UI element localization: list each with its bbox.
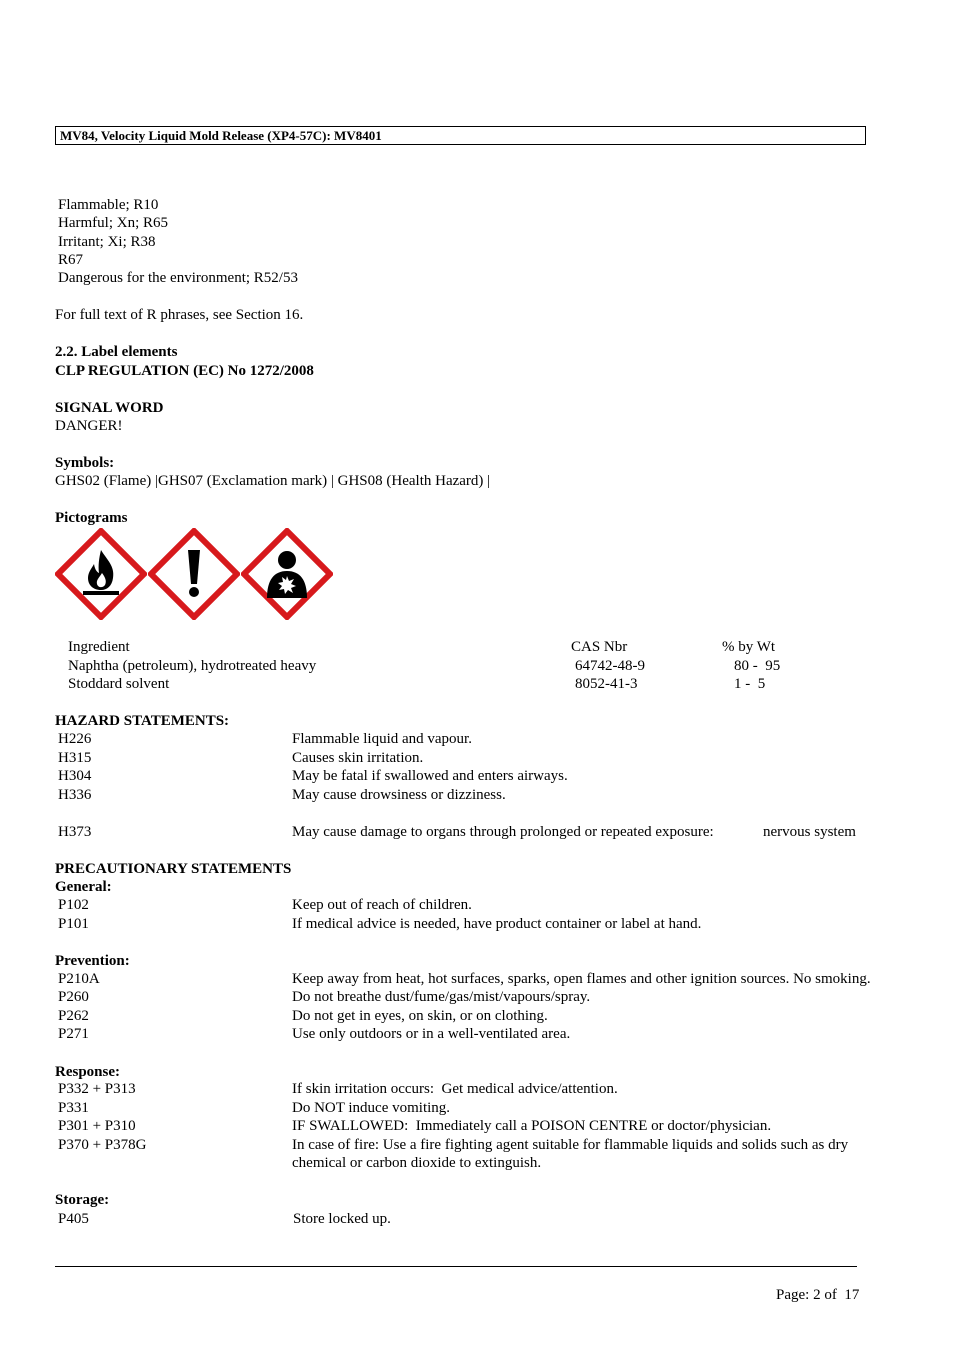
precaution-code: P332 + P313 [58, 1081, 136, 1097]
precaution-code: P101 [58, 916, 89, 932]
hazard-text: May cause drowsiness or dizziness. [292, 787, 506, 803]
regulation-heading: CLP REGULATION (EC) No 1272/2008 [55, 363, 314, 379]
precaution-text: Keep away from heat, hot surfaces, sparks, open flames and other ignition sources. No smoking. [292, 971, 871, 987]
ingredient-weight: 80 - 95 [734, 658, 781, 674]
ingredient-cas: 64742-48-9 [575, 658, 645, 674]
ingredient-name: Stoddard solvent [68, 676, 170, 692]
precaution-text: Do NOT induce vomiting. [292, 1100, 451, 1116]
hazard-text: Flammable liquid and vapour. [292, 731, 472, 747]
document-header [55, 126, 866, 145]
precaution-code: P271 [58, 1026, 89, 1042]
footer-rule [55, 1266, 857, 1267]
precaution-text: Do not get in eyes, on skin, or on clothing. [292, 1008, 548, 1024]
hazard-text: May be fatal if swallowed and enters airways. [292, 768, 568, 784]
hazard-code: H226 [58, 731, 92, 747]
precaution-text: Store locked up. [293, 1211, 391, 1227]
classification-line: Harmful; Xn; R65 [58, 215, 168, 231]
precaution-code: P370 + P378G [58, 1137, 147, 1153]
ingredient-cas: 8052-41-3 [575, 676, 638, 692]
response-label: Response: [55, 1064, 121, 1080]
precautionary-heading: PRECAUTIONARY STATEMENTS [55, 861, 292, 877]
precaution-text: In case of fire: Use a fire fighting agent suitable for flammable liquids and solids such as dry [292, 1137, 849, 1153]
r-phrases-note: For full text of R phrases, see Section 16. [55, 307, 304, 323]
hazard-target-organ: nervous system [763, 824, 856, 840]
document-title: MV84, Velocity Liquid Mold Release (XP4-57C): MV8401 [60, 128, 382, 143]
precaution-code: P102 [58, 897, 89, 913]
precaution-code: P262 [58, 1008, 89, 1024]
precaution-text: Do not breathe dust/fume/gas/mist/vapours/spray. [292, 989, 591, 1005]
hazard-code: H373 [58, 824, 92, 840]
hazard-code: H304 [58, 768, 92, 784]
precaution-code: P260 [58, 989, 89, 1005]
pictograms-label: Pictograms [55, 510, 128, 526]
symbols-list: GHS02 (Flame) |GHS07 (Exclamation mark) | GHS08 (Health Hazard) | [55, 473, 491, 489]
exclamation-mark-icon [148, 528, 240, 620]
general-label: General: [55, 879, 112, 895]
health-hazard-icon [241, 528, 333, 620]
hazard-code: H336 [58, 787, 92, 803]
flame-icon [55, 528, 147, 620]
precaution-text-continued: chemical or carbon dioxide to extinguish. [292, 1155, 542, 1171]
prevention-label: Prevention: [55, 953, 130, 969]
hazard-text: Causes skin irritation. [292, 750, 424, 766]
classification-line: R67 [58, 252, 84, 268]
ingredient-name: Naphtha (petroleum), hydrotreated heavy [68, 658, 317, 674]
page-number: Page: 2 of 17 [776, 1287, 860, 1303]
hazard-text: May cause damage to organs through prolonged or repeated exposure: [292, 824, 714, 840]
precaution-text: Keep out of reach of children. [292, 897, 472, 913]
precaution-text: If medical advice is needed, have product container or label at hand. [292, 916, 702, 932]
weight-header: % by Wt [722, 639, 776, 655]
ingredient-header: Ingredient [68, 639, 130, 655]
classification-line: Irritant; Xi; R38 [58, 234, 156, 250]
precaution-code: P301 + P310 [58, 1118, 136, 1134]
classification-line: Dangerous for the environment; R52/53 [58, 270, 298, 286]
precaution-text: IF SWALLOWED: Immediately call a POISON CENTRE or doctor/physician. [292, 1118, 772, 1134]
symbols-label: Symbols: [55, 455, 115, 471]
hazard-heading: HAZARD STATEMENTS: [55, 713, 230, 729]
signal-word: DANGER! [55, 418, 123, 434]
signal-word-label: SIGNAL WORD [55, 400, 164, 416]
cas-header: CAS Nbr [571, 639, 628, 655]
ingredient-weight: 1 - 5 [734, 676, 766, 692]
precaution-text: Use only outdoors or in a well-ventilated area. [292, 1026, 571, 1042]
section-heading: 2.2. Label elements [55, 344, 178, 360]
classification-line: Flammable; R10 [58, 197, 159, 213]
precaution-code: P405 [58, 1211, 89, 1227]
precaution-text: If skin irritation occurs: Get medical advice/attention. [292, 1081, 618, 1097]
hazard-code: H315 [58, 750, 92, 766]
precaution-code: P331 [58, 1100, 89, 1116]
storage-label: Storage: [55, 1192, 110, 1208]
precaution-code: P210A [58, 971, 100, 987]
